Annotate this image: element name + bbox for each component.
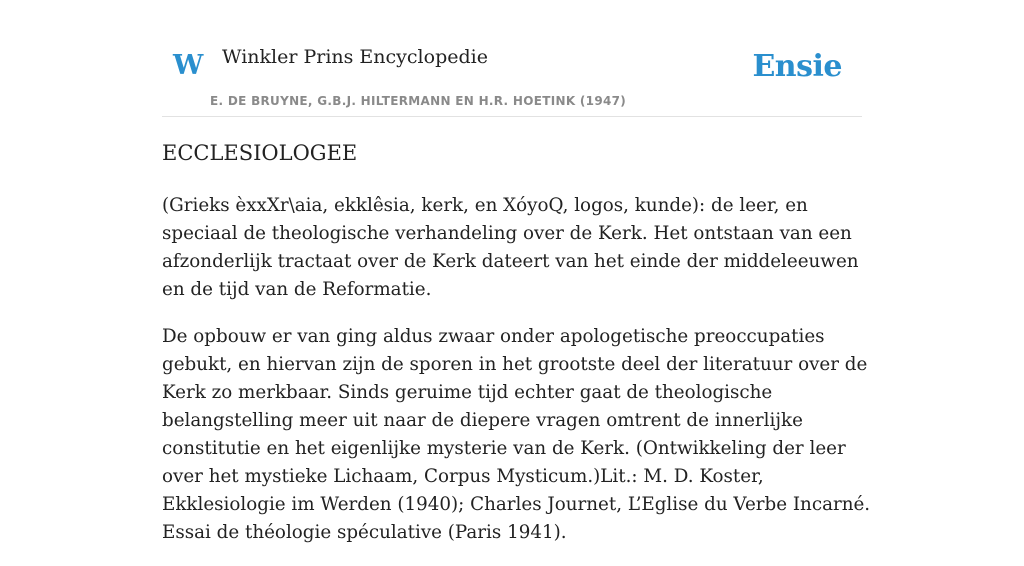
winkler-prins-logo[interactable]: W	[173, 50, 204, 81]
ensie-logo[interactable]: Ensie	[752, 49, 842, 84]
article-body	[162, 192, 874, 566]
article-paragraph: (Grieks èxxXr\aia, ekklêsia, kerk, en XóyoQ, logos, kunde): de leer, en speciaal de theologische verhandeling over de Kerk. Het ontstaan van een afzonderlijk tractaat over de Kerk dateert van het einde der middeleeuwen en de tijd van de Reformatie.	[162, 195, 859, 300]
source-authors: E. DE BRUYNE, G.B.J. HILTERMANN EN H.R. HOETINK (1947)	[210, 94, 627, 108]
source-title[interactable]: Winkler Prins Encyclopedie	[222, 46, 488, 68]
article-headword: ECCLESIOLOGEE	[162, 141, 358, 165]
article-paragraph: De opbouw er van ging aldus zwaar onder apologetische preoccupaties gebukt, en hiervan zijn de sporen in het grootste deel der literatuur over de Kerk zo merkbaar. Sinds geruime tijd echter gaat de theologische belangstelling meer uit naar de diepere vragen omtrent de innerlijke constitutie en het eigenlijke mysterie van de Kerk. (Ontwikkeling der leer over het mystieke Lichaam, Corpus Mysticum.)Lit.: M. D. Koster, Ekklesiologie im Werden (1940); Charles Journet, L’Eglise du Verbe Incarné. Essai de théologie spéculative (Paris 1941).	[162, 326, 871, 543]
header	[162, 0, 862, 117]
